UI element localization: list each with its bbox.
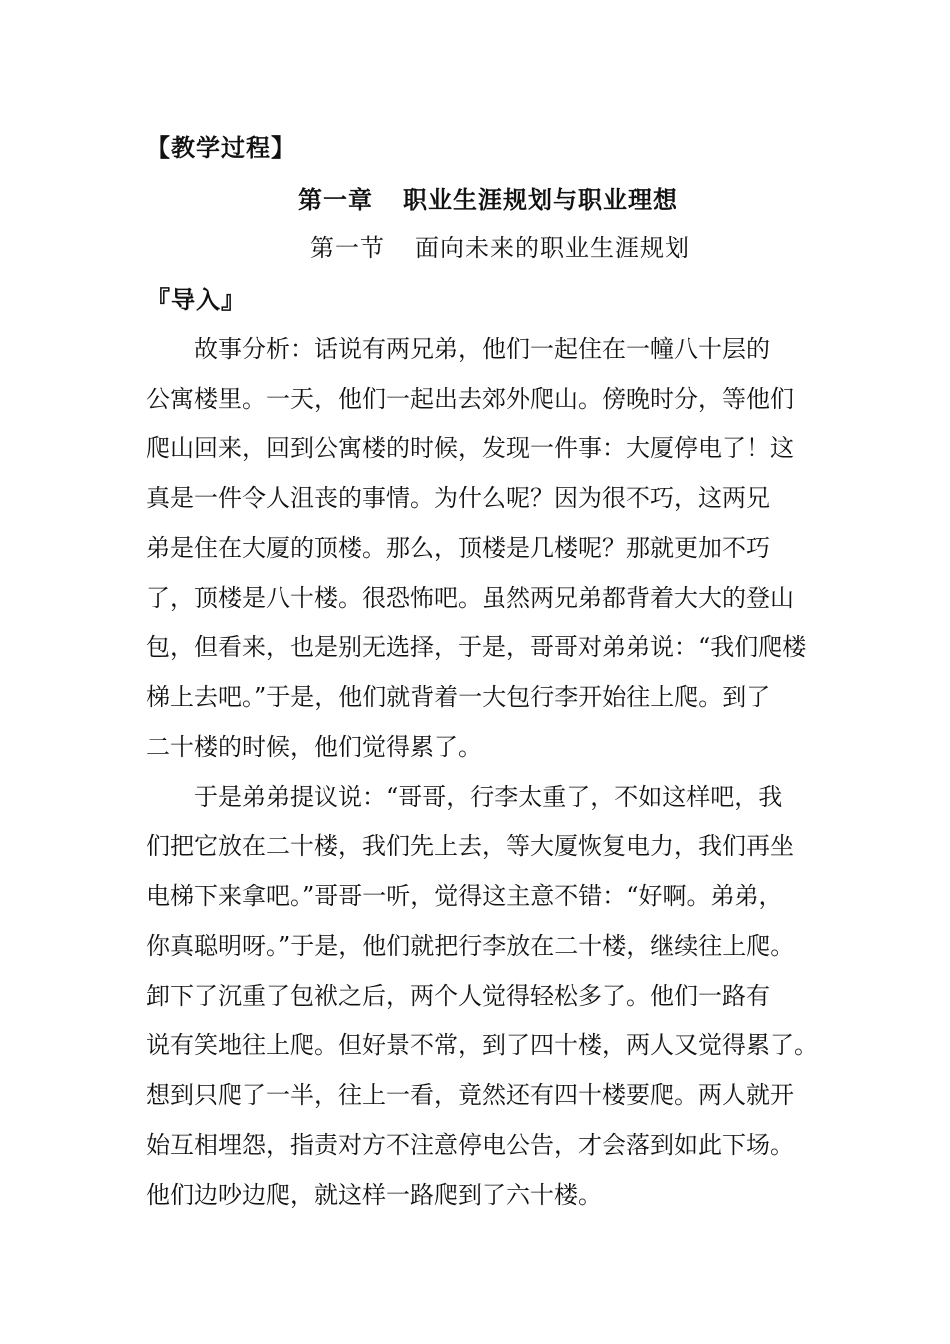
paragraph-line: 梯上去吧。”于是，他们就背着一大包行李开始往上爬。到了 [146,683,771,711]
teaching-process-heading: 【教学过程】 [146,133,296,162]
paragraph-line: 故事分析：话说有两兄弟，他们一起住在一幢八十层的 [146,335,770,363]
paragraph-line: 爬山回来，回到公寓楼的时候，发现一件事：大厦停电了！这 [146,434,794,462]
paragraph-line: 真是一件令人沮丧的事情。为什么呢？因为很不巧，这两兄 [146,484,770,512]
chapter-title [298,184,678,216]
paragraph-line: 始互相埋怨，指责对方不注意停电公告，才会落到如此下场。 [146,1131,794,1159]
paragraph-line: 你真聪明呀。”于是，他们就把行李放在二十楼，继续往上爬。 [146,932,795,960]
paragraph-line: 包，但看来，也是别无选择，于是，哥哥对弟弟说：“我们爬楼 [146,633,807,661]
section-number: 第一节 [310,234,385,262]
paragraph-line: 说有笑地往上爬。但好景不常，到了四十楼，两人又觉得累了。 [146,1031,818,1059]
intro-heading: 『导入』 [146,285,246,314]
paragraph-line: 卸下了沉重了包袱之后，两个人觉得轻松多了。他们一路有 [146,982,770,1010]
paragraph-line: 他们边吵边爬，就这样一路爬到了六十楼。 [146,1181,602,1209]
paragraph-line: 们把它放在二十楼，我们先上去，等大厦恢复电力，我们再坐 [146,832,794,860]
paragraph-line: 想到只爬了一半，往上一看，竟然还有四十楼要爬。两人就开 [146,1081,794,1109]
paragraph-line: 电梯下来拿吧。”哥哥一听，觉得这主意不错：“好啊。弟弟， [146,882,783,910]
paragraph-line: 于是弟弟提议说：“哥哥，行李太重了，不如这样吧，我 [146,783,783,811]
paragraph-line: 公寓楼里。一天，他们一起出去郊外爬山。傍晚时分，等他们 [146,385,794,413]
paragraph-line: 二十楼的时候，他们觉得累了。 [146,733,482,761]
chapter-number: 第一章 [298,185,373,214]
section-title [310,232,690,264]
paragraph-line: 弟是住在大厦的顶楼。那么，顶楼是几楼呢？那就更加不巧 [146,534,770,562]
section-name: 面向未来的职业生涯规划 [415,234,690,262]
chapter-name: 职业生涯规划与职业理想 [403,185,678,214]
paragraph-line: 了，顶楼是八十楼。很恐怖吧。虽然两兄弟都背着大大的登山 [146,584,794,612]
